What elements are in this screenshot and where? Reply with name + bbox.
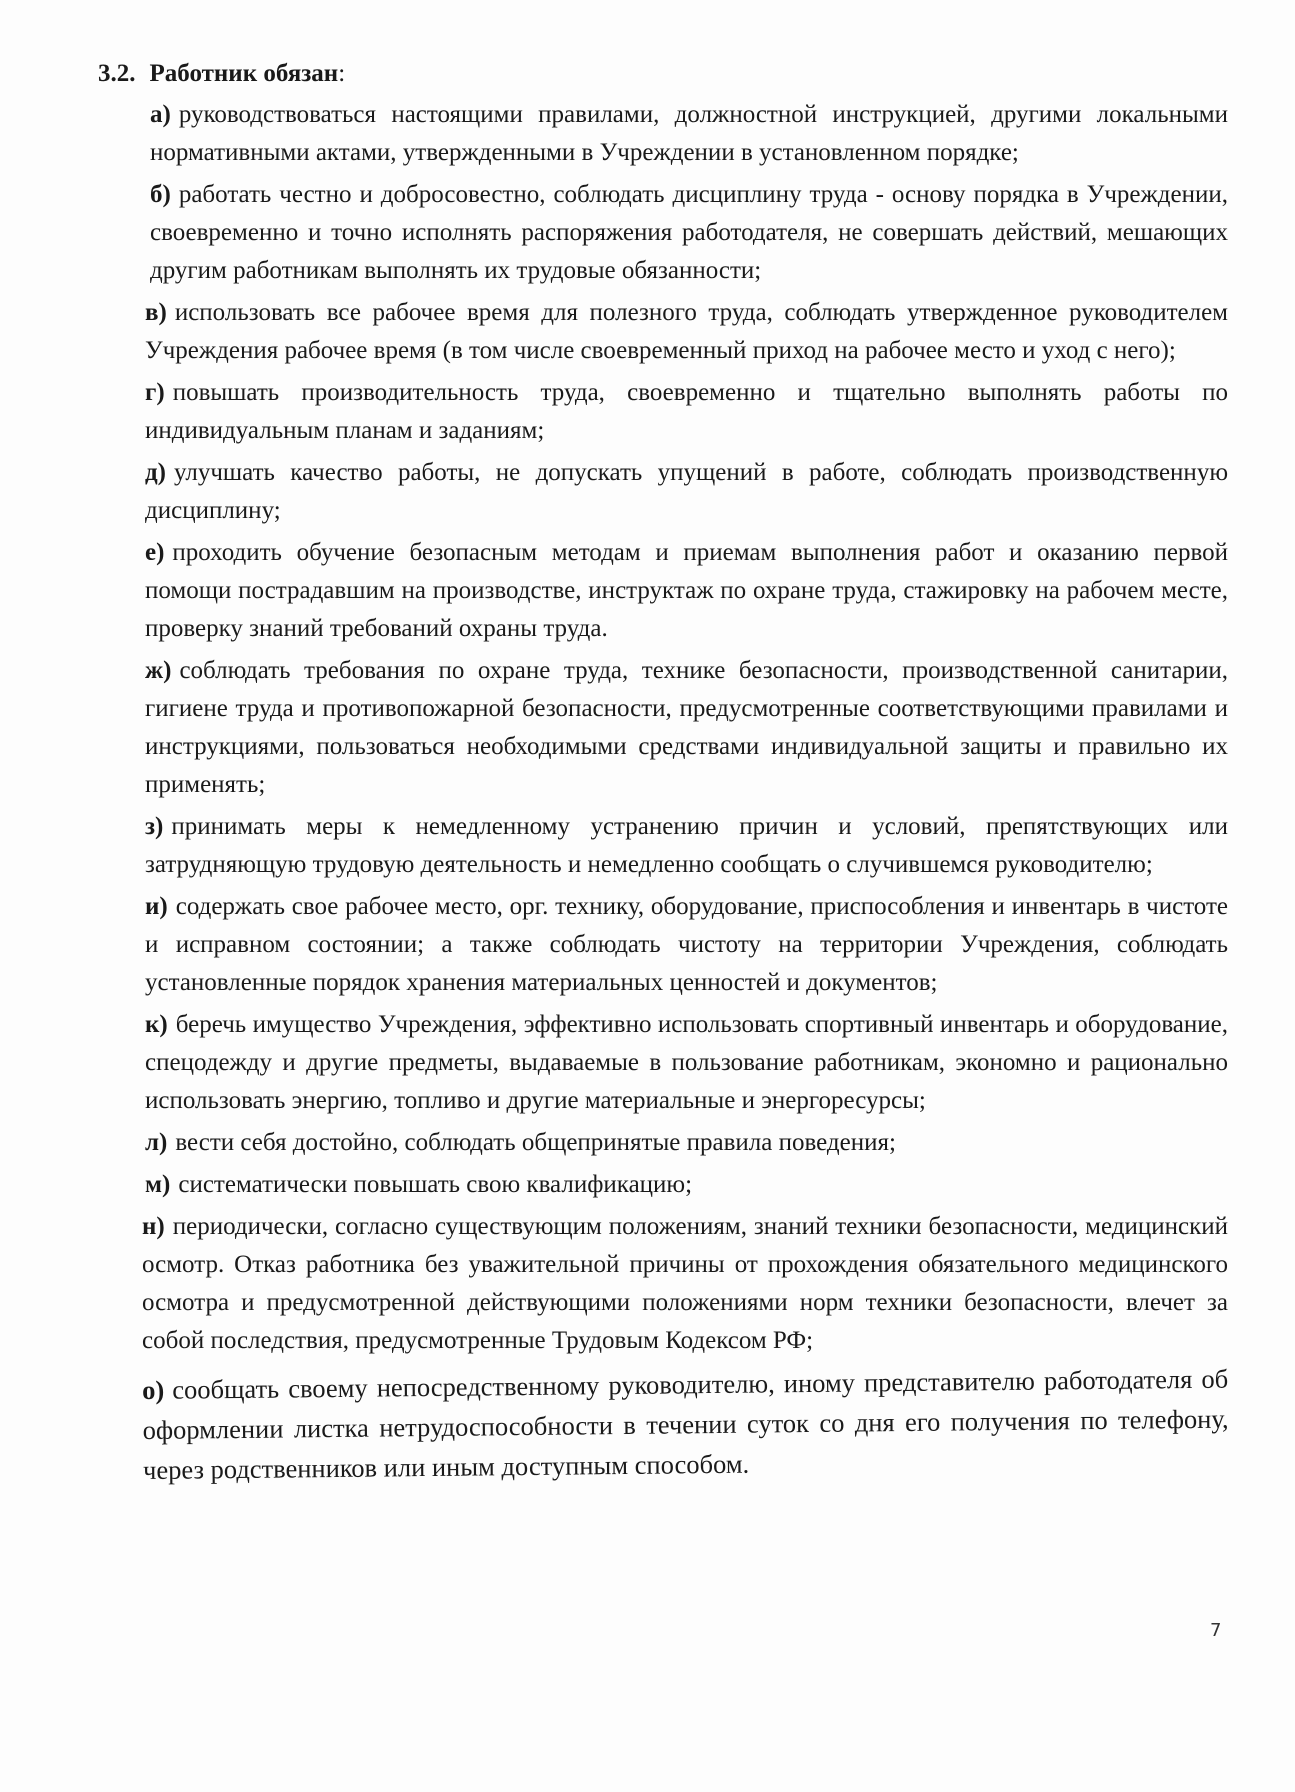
item-text: проходить обучение безопасным методам и приемам выполнения работ и оказанию первой помощи пострадавшим на производстве, инструктаж по охране труда, стажировку на рабочем месте, проверку знаний требований охраны труда.	[145, 539, 1228, 642]
obligations-list	[142, 96, 1229, 1494]
item-text: принимать меры к немедленному устранению причин и условий, препятствующих или затрудняющую трудовую деятельность и немедленно сообщать о случившемся руководителю;	[145, 813, 1228, 878]
item-letter: д)	[145, 459, 166, 486]
item-text: систематически повышать свою квалификацию;	[178, 1171, 693, 1198]
item-text: вести себя достойно, соблюдать общепринятые правила поведения;	[175, 1129, 896, 1156]
item-letter: в)	[145, 299, 167, 326]
item-letter: м)	[145, 1171, 171, 1198]
item-letter: б)	[150, 181, 171, 208]
item-letter: о)	[142, 1374, 165, 1405]
item-text: беречь имущество Учреждения, эффективно использовать спортивный инвентарь и оборудование, спецодежду и другие предметы, выдаваемые в пользование работникам, экономно и рационально использовать энергию, топливо и другие материальные и энергоресурсы;	[145, 1011, 1228, 1114]
item-letter: н)	[142, 1213, 165, 1240]
list-item	[145, 294, 1228, 370]
item-letter: з)	[145, 813, 164, 840]
page-number: 7	[1210, 1620, 1222, 1641]
list-item	[145, 1166, 1228, 1204]
list-item	[150, 176, 1228, 290]
item-text: использовать все рабочее время для полезного труда, соблюдать утвержденное руководителем Учреждения рабочее время (в том числе своевременный приход на рабочее место и уход с него);	[145, 299, 1228, 364]
list-item	[150, 96, 1228, 172]
list-item	[145, 1006, 1228, 1120]
list-item	[145, 534, 1228, 648]
section-heading	[98, 58, 345, 90]
item-letter: г)	[145, 379, 165, 406]
list-item	[145, 374, 1228, 450]
item-text: содержать свое рабочее место, орг. технику, оборудование, приспособления и инвентарь в чистоте и исправном состоянии; а также соблюдать чистоту на территории Учреждения, соблюдать установленные порядок хранения материальных ценностей и документов;	[145, 893, 1228, 996]
section-number: 3.2.	[98, 60, 136, 87]
item-text: руководствоваться настоящими правилами, должностной инструкцией, другими локальными нормативными актами, утвержденными в Учреждении в установленном порядке;	[150, 101, 1228, 166]
item-letter: а)	[150, 101, 171, 128]
item-text: сообщать своему непосредственному руководителю, иному представителю работодателя об оформлении листка нетрудоспособности в течении суток со дня его получения по телефону, через родственников или иным доступным способом.	[142, 1363, 1229, 1485]
list-item	[145, 1124, 1228, 1162]
item-text: улучшать качество работы, не допускать упущений в работе, соблюдать производственную дисциплину;	[145, 459, 1228, 524]
list-item	[145, 652, 1228, 804]
list-item	[145, 454, 1228, 530]
item-letter: и)	[145, 893, 168, 920]
section-title: Работник обязан	[149, 60, 339, 87]
item-text: повышать производительность труда, своевременно и тщательно выполнять работы по индивидуальным планам и заданиям;	[145, 379, 1228, 444]
item-text: работать честно и добросовестно, соблюдать дисциплину труда - основу порядка в Учреждении, своевременно и точно исполнять распоряжения работодателя, не совершать действий, мешающих другим работникам выполнять их трудовые обязанности;	[150, 181, 1228, 284]
item-letter: е)	[145, 539, 165, 566]
section-title-colon: :	[338, 60, 346, 87]
item-text: периодически, согласно существующим положениям, знаний техники безопасности, медицинский осмотр. Отказ работника без уважительной причины от прохождения обязательного медицинского осмотра и предусмотренной действующими положениями норм техники безопасности, влечет за собой последствия, предусмотренные Трудовым Кодексом РФ;	[142, 1213, 1228, 1354]
list-item	[142, 1359, 1229, 1490]
list-item	[142, 1208, 1228, 1360]
list-item	[145, 888, 1228, 1002]
list-item	[145, 808, 1228, 884]
item-letter: л)	[145, 1129, 168, 1156]
item-letter: к)	[145, 1011, 168, 1038]
item-text: соблюдать требования по охране труда, технике безопасности, производственной санитарии, гигиене труда и противопожарной безопасности, предусмотренные соответствующими правилами и инструкциями, пользоваться необходимыми средствами индивидуальной защиты и правильно их применять;	[145, 657, 1228, 798]
item-letter: ж)	[145, 657, 172, 684]
